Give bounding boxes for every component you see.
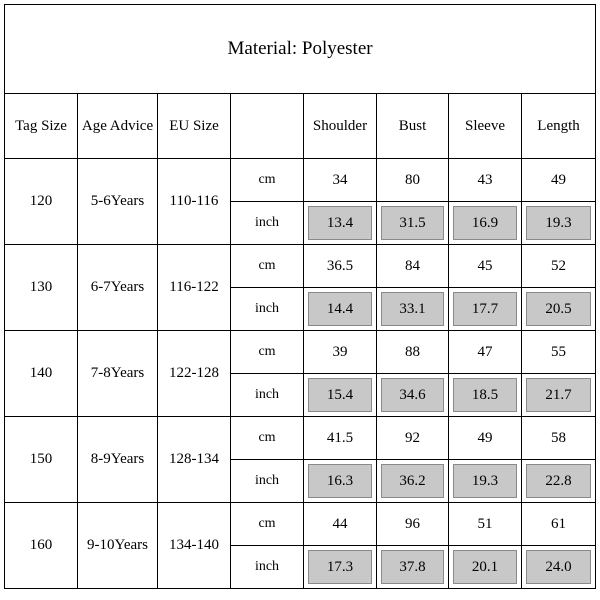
length-cm: 58 (522, 417, 596, 460)
unit-inch: inch (231, 460, 304, 503)
sleeve-inch: 18.5 (453, 378, 517, 412)
table-title: Material: Polyester (5, 5, 596, 94)
unit-inch: inch (231, 202, 304, 245)
bust-cm: 80 (377, 159, 449, 202)
shoulder-inch: 15.4 (308, 378, 372, 412)
unit-cm: cm (231, 159, 304, 202)
header-age-advice: Age Advice (78, 94, 158, 159)
shoulder-cm: 34 (304, 159, 377, 202)
tag-size-cell: 160 (5, 503, 78, 589)
sleeve-cm: 49 (449, 417, 522, 460)
sleeve-cm: 47 (449, 331, 522, 374)
size-chart (4, 4, 595, 596)
length-inch: 21.7 (526, 378, 591, 412)
length-cm: 61 (522, 503, 596, 546)
length-cm: 52 (522, 245, 596, 288)
tag-size-cell: 150 (5, 417, 78, 503)
bust-cm: 92 (377, 417, 449, 460)
bust-inch: 33.1 (381, 292, 444, 326)
bust-inch: 37.8 (381, 550, 444, 584)
eu-size-cell: 110-116 (158, 159, 231, 245)
eu-size-cell: 128-134 (158, 417, 231, 503)
eu-size-cell: 116-122 (158, 245, 231, 331)
age-advice-cell: 9-10Years (78, 503, 158, 589)
shoulder-inch: 14.4 (308, 292, 372, 326)
unit-cm: cm (231, 245, 304, 288)
length-inch: 24.0 (526, 550, 591, 584)
eu-size-cell: 122-128 (158, 331, 231, 417)
length-inch: 19.3 (526, 206, 591, 240)
header-eu-size: EU Size (158, 94, 231, 159)
unit-inch: inch (231, 374, 304, 417)
sleeve-inch: 16.9 (453, 206, 517, 240)
length-cm: 55 (522, 331, 596, 374)
sleeve-inch: 20.1 (453, 550, 517, 584)
sleeve-inch: 17.7 (453, 292, 517, 326)
unit-cm: cm (231, 503, 304, 546)
table-row (5, 503, 596, 546)
unit-cm: cm (231, 331, 304, 374)
header-sleeve: Sleeve (449, 94, 522, 159)
bust-cm: 84 (377, 245, 449, 288)
sleeve-inch: 19.3 (453, 464, 517, 498)
age-advice-cell: 7-8Years (78, 331, 158, 417)
bust-cm: 88 (377, 331, 449, 374)
shoulder-cm: 36.5 (304, 245, 377, 288)
bust-inch: 31.5 (381, 206, 444, 240)
bust-inch: 36.2 (381, 464, 444, 498)
bust-inch: 34.6 (381, 378, 444, 412)
table-row (5, 331, 596, 374)
tag-size-cell: 130 (5, 245, 78, 331)
unit-inch: inch (231, 288, 304, 331)
shoulder-cm: 39 (304, 331, 377, 374)
length-cm: 49 (522, 159, 596, 202)
length-inch: 20.5 (526, 292, 591, 326)
unit-inch: inch (231, 546, 304, 589)
shoulder-inch: 17.3 (308, 550, 372, 584)
header-tag-size: Tag Size (5, 94, 78, 159)
tag-size-cell: 120 (5, 159, 78, 245)
sleeve-cm: 51 (449, 503, 522, 546)
sleeve-cm: 43 (449, 159, 522, 202)
size-table (4, 4, 596, 589)
shoulder-inch: 16.3 (308, 464, 372, 498)
age-advice-cell: 8-9Years (78, 417, 158, 503)
table-row (5, 245, 596, 288)
table-row (5, 417, 596, 460)
shoulder-cm: 44 (304, 503, 377, 546)
header-length: Length (522, 94, 596, 159)
header-unit (231, 94, 304, 159)
shoulder-inch: 13.4 (308, 206, 372, 240)
bust-cm: 96 (377, 503, 449, 546)
header-shoulder: Shoulder (304, 94, 377, 159)
eu-size-cell: 134-140 (158, 503, 231, 589)
age-advice-cell: 6-7Years (78, 245, 158, 331)
shoulder-cm: 41.5 (304, 417, 377, 460)
sleeve-cm: 45 (449, 245, 522, 288)
age-advice-cell: 5-6Years (78, 159, 158, 245)
header-bust: Bust (377, 94, 449, 159)
table-row (5, 159, 596, 202)
tag-size-cell: 140 (5, 331, 78, 417)
length-inch: 22.8 (526, 464, 591, 498)
unit-cm: cm (231, 417, 304, 460)
